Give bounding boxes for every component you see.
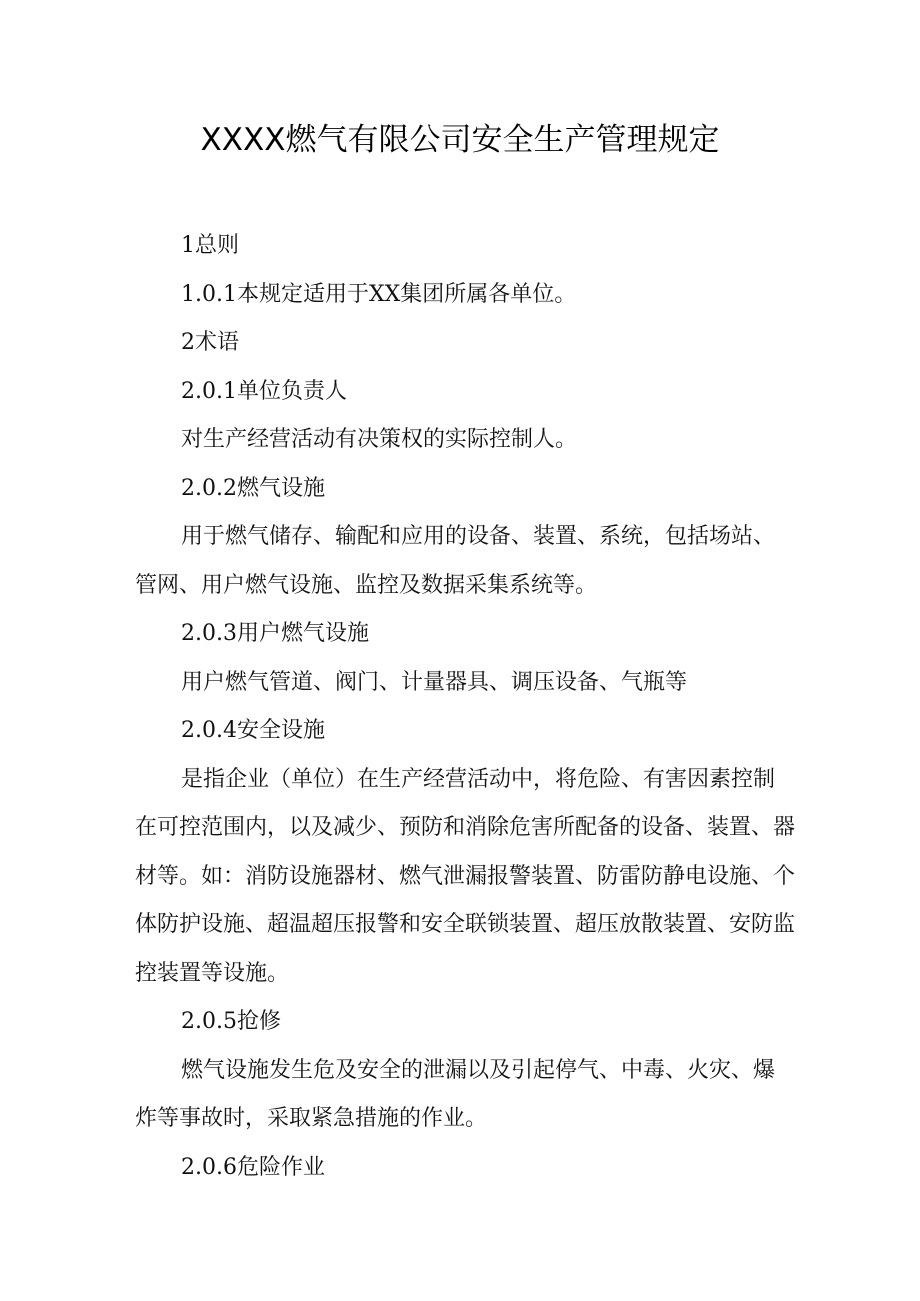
document-title: XXXX燃气有限公司安全生产管理规定	[200, 122, 720, 158]
term-heading-safety-facilities: 2.0.4安全设施	[181, 718, 325, 743]
term-heading-gas-facilities: 2.0.2燃气设施	[181, 475, 325, 501]
clause-1-0-1: 1.0.1本规定适用于XX集团所属各单位。	[181, 281, 577, 307]
term-definition-gas-facilities: 用于燃气储存、输配和应用的设备、装置、系统，包括场站、管网、用户燃气设施、监控及数据采集系统等。	[135, 524, 776, 598]
term-definition-user-gas-facilities: 用户燃气管道、阀门、计量器具、调压设备、气瓶等	[181, 669, 688, 695]
term-heading-hazardous-work: 2.0.6危险作业	[181, 1154, 325, 1180]
term-definition-safety-facilities: 是指企业（单位）在生产经营活动中，将危险、有害因素控制在可控范围内，以及减少、预防和消除危害所配备的设备、装置、器材等。如：消防设施器材、燃气泄漏报警装置、防雷防静电设施、个体防护设施、超温超压报警和安全联锁装置、超压放散装置、安防监控装置等设施。	[135, 766, 796, 986]
term-heading-unit-head: 2.0.1单位负责人	[181, 378, 347, 404]
section-heading-general: 1总则	[181, 233, 239, 258]
term-heading-user-gas-facilities: 2.0.3用户燃气设施	[181, 621, 369, 646]
term-definition-unit-head: 对生产经营活动有决策权的实际控制人。	[181, 427, 578, 452]
term-definition-emergency-repair: 燃气设施发生危及安全的泄漏以及引起停气、中毒、火灾、爆炸等事故时，采取紧急措施的作业。	[135, 1057, 776, 1131]
document-body	[135, 222, 795, 1192]
term-heading-emergency-repair: 2.0.5抢修	[181, 1009, 281, 1034]
section-heading-terms: 2术语	[181, 330, 239, 355]
